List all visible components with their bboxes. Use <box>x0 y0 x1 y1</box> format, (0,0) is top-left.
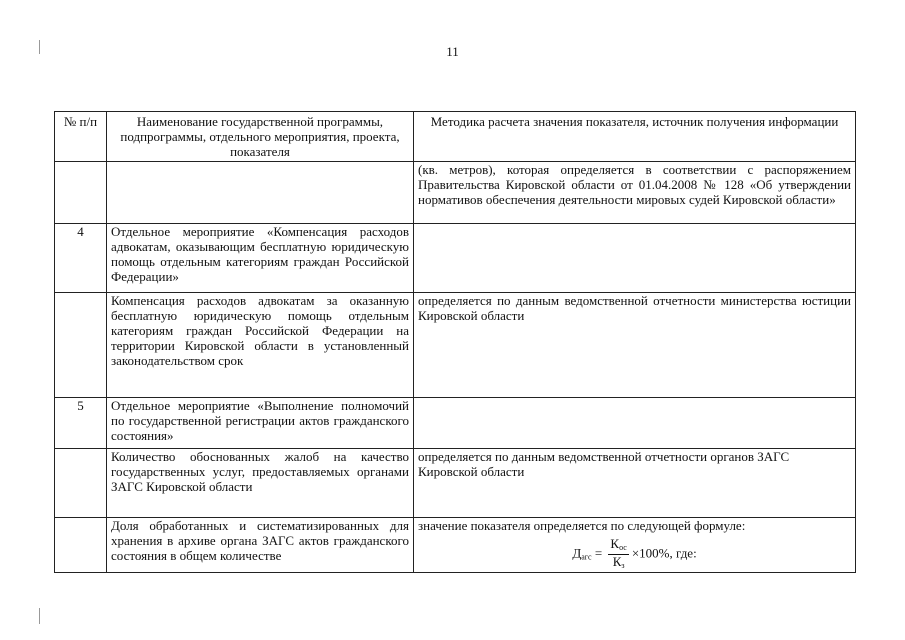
header-method: Методика расчета значения показателя, источник получения информации <box>414 112 856 162</box>
row-name: Компенсация расходов адвокатам за оказанную бесплатную юридическую помощь отдельным категориям граждан Российской Федерации на территории Кировской области в установленный законодательством срок <box>107 293 414 398</box>
table-row <box>55 449 856 518</box>
formula-numerator <box>608 537 628 555</box>
row-name: Отдельное мероприятие «Компенсация расходов адвокатам, оказывающим бесплатную юридическую помощь отдельным категориям граждан Российской Федерации» <box>107 224 414 293</box>
formula: $Д_{агс}$ = $\frac{К_{ос}}{К_з}$ ×100%, где: <box>572 536 697 570</box>
row-method-cell <box>414 518 856 573</box>
row-num <box>55 449 107 518</box>
row-name <box>107 162 414 224</box>
table-row <box>55 162 856 224</box>
row-name: Количество обоснованных жалоб на качество государственных услуг, предоставляемых органами ЗАГС Кировской области <box>107 449 414 518</box>
table-row <box>55 518 856 573</box>
formula-rhs: ×100%, где: <box>631 545 697 561</box>
numerator-sub: ос <box>619 543 627 552</box>
row-num: 5 <box>55 398 107 449</box>
row-num <box>55 162 107 224</box>
table-row <box>55 293 856 398</box>
margin-mark-top <box>39 40 40 54</box>
denominator-symbol: К <box>612 554 622 569</box>
row-method: (кв. метров), которая определяется в соответствии с распоряжением Правительства Кировской области от 01.04.2008 № 128 «Об утверждении нормативов обеспечения деятельности мировых судей Кировской области» <box>414 162 856 224</box>
formula-fraction <box>608 537 628 572</box>
row-method <box>414 224 856 293</box>
row-num <box>55 293 107 398</box>
formula-lhs-sub: агс <box>581 552 592 562</box>
formula-denominator <box>608 555 628 572</box>
indicator-table <box>54 111 856 573</box>
row-method: значение показателя определяется по следующей формуле: <box>418 518 746 533</box>
page-number: 11 <box>446 44 459 59</box>
header-name: Наименование государственной программы, подпрограммы, отдельного мероприятия, проекта, показателя <box>107 112 414 162</box>
row-name: Доля обработанных и систематизированных для хранения в архиве органа ЗАГС актов гражданского состояния в общем количестве <box>107 518 414 573</box>
margin-mark-bottom <box>39 608 40 624</box>
row-num: 4 <box>55 224 107 293</box>
table-row <box>55 224 856 293</box>
row-name: Отдельное мероприятие «Выполнение полномочий по государственной регистрации актов гражданского состояния» <box>107 398 414 449</box>
table-row <box>55 398 856 449</box>
row-method: определяется по данным ведомственной отчетности министерства юстиции Кировской области <box>414 293 856 398</box>
table-header-row <box>55 112 856 162</box>
formula-lhs: Д <box>572 545 582 561</box>
row-method: определяется по данным ведомственной отчетности органов ЗАГС Кировской области <box>414 449 856 518</box>
row-num <box>55 518 107 573</box>
row-method <box>414 398 856 449</box>
numerator-symbol: К <box>610 536 620 551</box>
denominator-sub: з <box>621 561 625 570</box>
header-num: № п/п <box>55 112 107 162</box>
